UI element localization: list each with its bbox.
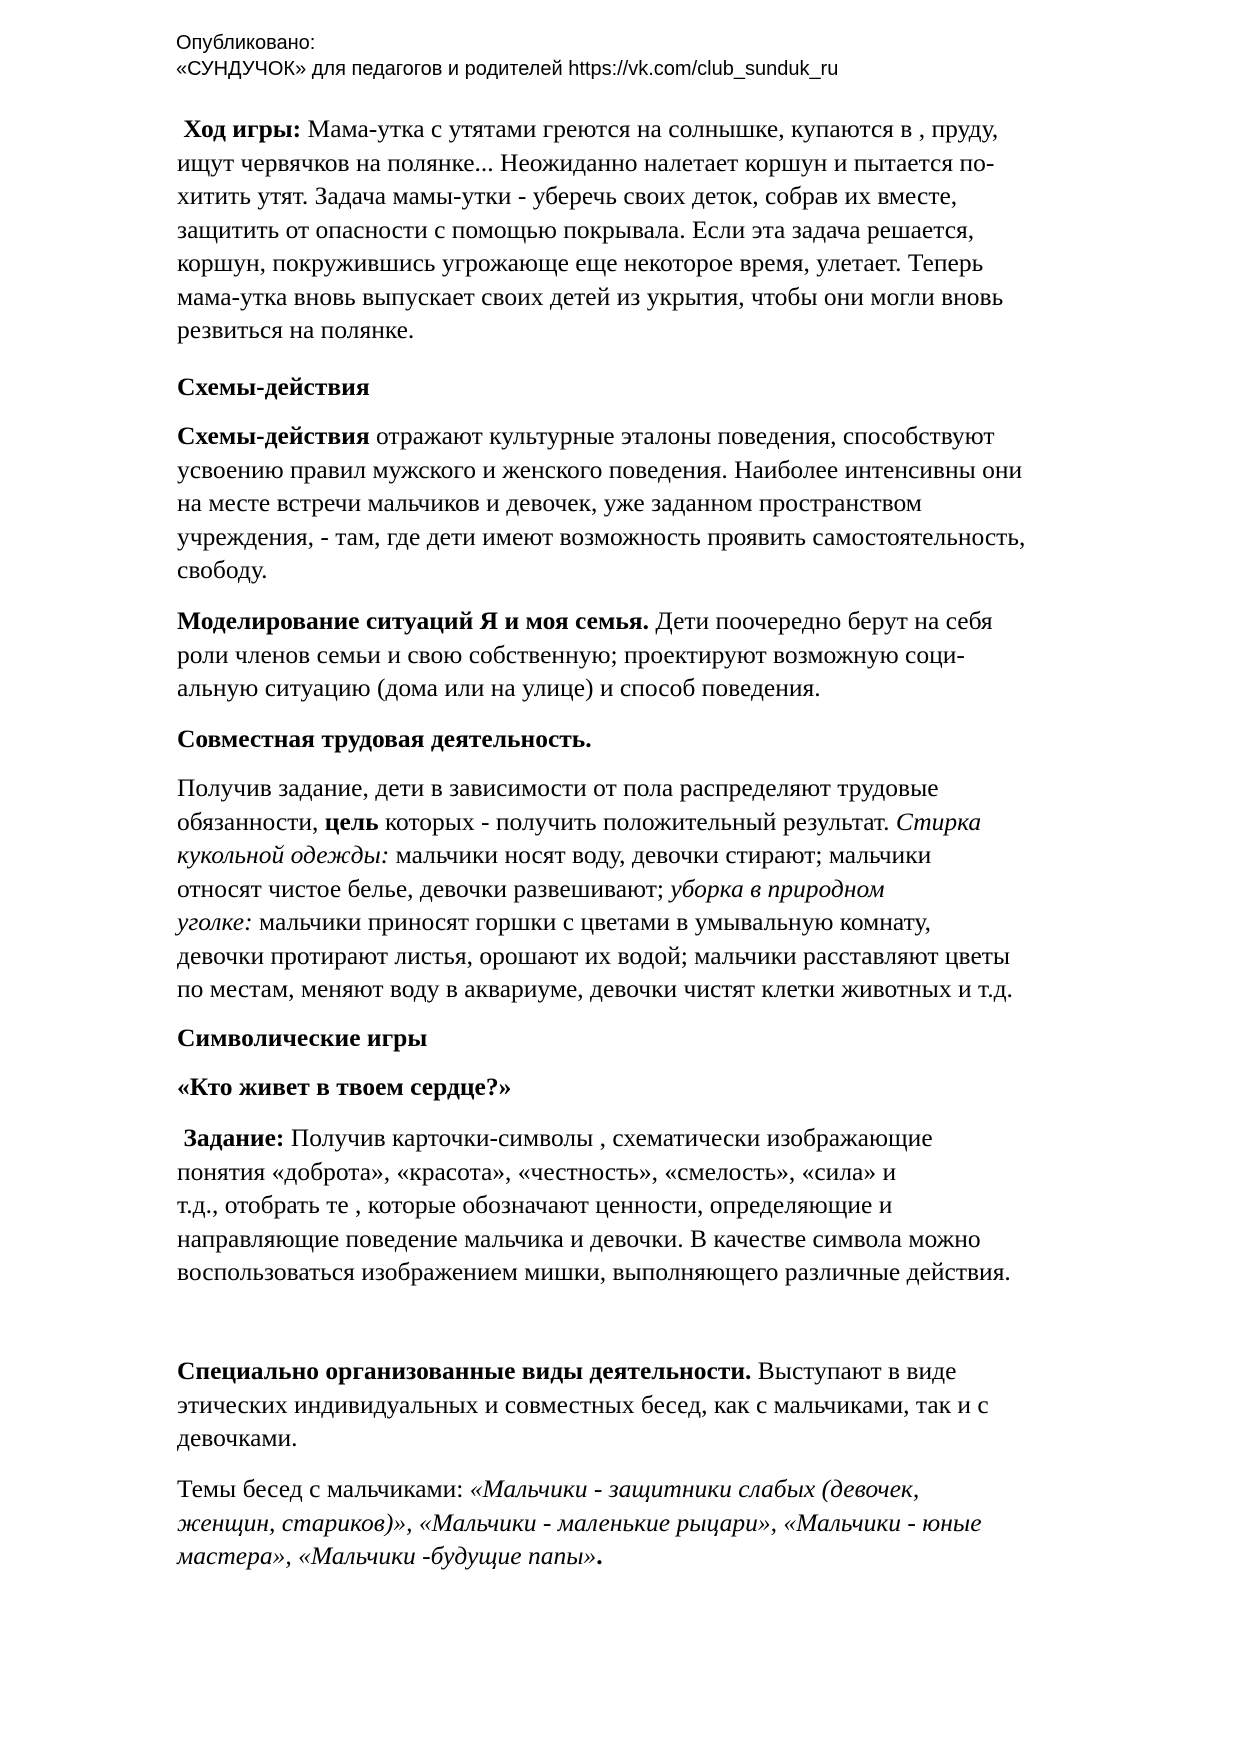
italic-run: мастера», «Мальчики -будущие папы»	[177, 1541, 597, 1570]
special-activities-label: Специально организованные виды деятельности.	[177, 1356, 752, 1385]
section-heading	[177, 1070, 1167, 1104]
heading-joint-labor: Совместная трудовая деятельность.	[177, 724, 592, 753]
text-line: альную ситуацию (дома или на улице) и способ поведения.	[177, 673, 821, 702]
section-heading	[177, 722, 1167, 756]
boys-topics-paragraph	[177, 1472, 1167, 1573]
text-line: понятия «доброта», «красота», «честность», «смелость», «сила» и	[177, 1156, 897, 1186]
text-line: т.д., отобрать те , которые обозначают ценности, определяющие и	[177, 1190, 893, 1219]
text-line: воспользоваться изображением мишки, выполняющего различные действия.	[177, 1257, 1011, 1286]
text-run: относят чистое белье, девочки развешивают;	[177, 873, 671, 903]
text-run: .	[596, 1541, 603, 1570]
heading-symbolic-games: Символические игры	[177, 1023, 428, 1052]
modeling-label: Моделирование ситуаций Я и моя семья.	[177, 606, 649, 635]
game-progress-label: Ход игры:	[183, 114, 302, 143]
published-label: Опубликовано:	[176, 32, 316, 54]
heading-who-lives: «Кто живет в твоем сердце?»	[177, 1072, 512, 1101]
italic-line: женщин, стариков)», «Мальчики - маленькие рыцари», «Мальчики - юные	[177, 1507, 982, 1537]
text-line: коршун, покружившись угрожающе еще некоторое время, улетает. Теперь	[177, 248, 984, 277]
goal-word: цель	[324, 806, 379, 836]
text-run: обязанности,	[177, 806, 325, 836]
text-line: Получив задание, дети в зависимости от пола распределяют трудовые	[177, 773, 939, 802]
section-heading	[177, 1021, 1167, 1055]
schemes-label: Схемы-действия	[177, 421, 370, 450]
section-heading	[177, 370, 1167, 404]
text-run: Выступают в виде	[751, 1356, 957, 1385]
text-line: хитить утят. Задача мамы-утки - уберечь своих деток, собрав их вместе,	[177, 181, 958, 210]
schemes-paragraph	[177, 419, 1167, 587]
text-line: по местам, меняют воду в аквариуме, девочки чистят клетки животных и т.д.	[177, 974, 1013, 1003]
labor-paragraph	[177, 771, 1167, 1006]
publication-header	[176, 30, 838, 82]
task-paragraph	[177, 1121, 1167, 1289]
text-run: Темы бесед с мальчиками:	[177, 1474, 470, 1503]
text-line: роли членов семьи и свою собственную; проектируют возможную соци-	[177, 639, 965, 669]
text-run: которых - получить положительный результат.	[378, 806, 896, 836]
text-run: отражают культурные эталоны поведения, способствуют	[369, 421, 995, 450]
heading-schemes: Схемы-действия	[177, 372, 370, 401]
text-run: Получив карточки-символы , схематически изображающие	[284, 1123, 933, 1152]
text-line: ищут червячков на полянке... Неожиданно налетает коршун и пытается по-	[177, 147, 995, 177]
text-run: Мама-утка с утятами греются на солнышке, купаются в , пруду,	[301, 114, 999, 143]
text-line: девочки протирают листья, орошают их водой; мальчики расставляют цветы	[177, 940, 1011, 970]
game-progress-paragraph	[177, 112, 1167, 347]
text-run: мальчики носят воду, девочки стирают; мальчики	[389, 840, 932, 869]
text-run: Дети поочередно берут на себя	[648, 606, 993, 635]
italic-run: «Мальчики - защитники слабых (девочек,	[469, 1474, 920, 1503]
italic-run: Стирка	[895, 806, 982, 836]
italic-run: уборка в природном	[670, 873, 885, 903]
italic-run: уголке:	[177, 907, 253, 936]
italic-run: кукольной одежды:	[177, 840, 390, 869]
text-line: защитить от опасности с помощью покрывала. Если эта задача решается,	[177, 214, 975, 244]
text-line: свободу.	[177, 555, 268, 584]
text-line: усвоению правил мужского и женского поведения. Наиболее интенсивны они	[177, 454, 1023, 484]
text-line: мама-утка вновь выпускает своих детей из укрытия, чтобы они могли вновь	[177, 281, 1004, 311]
text-run: мальчики приносят горшки с цветами в умывальную комнату,	[252, 907, 931, 936]
modeling-paragraph	[177, 604, 1167, 705]
text-line: этических индивидуальных и совместных бесед, как с мальчиками, так и с	[177, 1389, 989, 1419]
special-activities-paragraph	[177, 1354, 1167, 1455]
text-line: девочками.	[177, 1423, 298, 1452]
text-line: резвиться на полянке.	[177, 315, 415, 344]
source-line: «СУНДУЧОК» для педагогов и родителей https://vk.com/club_sunduk_ru	[176, 58, 839, 80]
text-line: направляющие поведение мальчика и девочки. В качестве символа можно	[177, 1223, 981, 1253]
text-line: на месте встречи мальчиков и девочек, уже заданном пространством	[177, 488, 922, 517]
text-line: учреждения, - там, где дети имеют возможность проявить самостоятельность,	[177, 521, 1026, 551]
task-label: Задание:	[183, 1123, 285, 1152]
